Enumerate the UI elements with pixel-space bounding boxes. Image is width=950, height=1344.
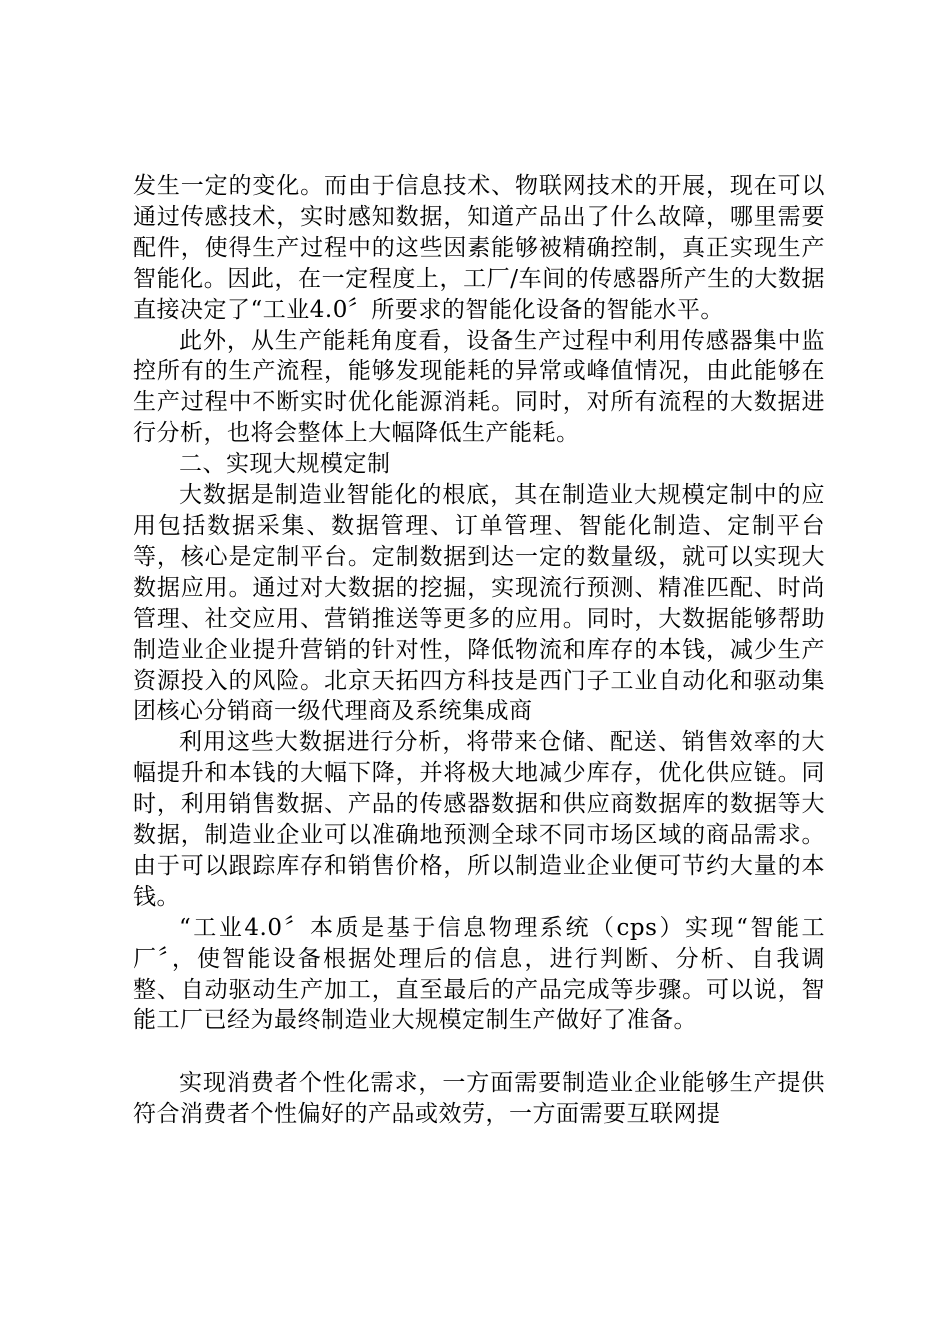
- document-page: [133, 171, 825, 1130]
- paragraph-continuation: 发生一定的变化。而由于信息技术、物联网技术的开展，现在可以通过传感技术，实时感知数据，知道产品出了什么故障，哪里需要配件，使得生产过程中的这些因素能够被精确控制，真正实现生产智能化。因此，在一定程度上，工厂/车间的传感器所产生的大数据直接决定了“工业4.0〞所要求的智能化设备的智能水平。: [133, 173, 825, 323]
- paragraph-personalized-demand: 实现消费者个性化需求，一方面需要制造业企业能够生产提供符合消费者个性偏好的产品或效劳，一方面需要互联网提: [133, 1070, 825, 1128]
- paragraph-industry-4-essence: “工业4.0〞本质是基于信息物理系统（cps）实现“智能工厂〞，使智能设备根据处理后的信息，进行判断、分析、自我调整、自动驱动生产加工，直至最后的产品完成等步骤。可以说，智能工厂已经为最终制造业大规模定制生产做好了准备。: [133, 914, 825, 1034]
- paragraph-supply-chain: 利用这些大数据进行分析，将带来仓储、配送、销售效率的大幅提升和本钱的大幅下降，并将极大地减少库存，优化供应链。同时，利用销售数据、产品的传感器数据和供应商数据库的数据等大数据，制造业企业可以准确地预测全球不同市场区域的商品需求。由于可以跟踪库存和销售价格，所以制造业企业便可节约大量的本钱。: [133, 729, 825, 910]
- paragraph-gap: [133, 1036, 825, 1068]
- section-heading-mass-customization: 二、实现大规模定制: [179, 451, 391, 478]
- paragraph-energy-consumption: 此外，从生产能耗角度看，设备生产过程中利用传感器集中监控所有的生产流程，能够发现能耗的异常或峰值情况，由此能够在生产过程中不断实时优化能源消耗。同时，对所有流程的大数据进行分析，也将会整体上大幅降低生产能耗。: [133, 327, 825, 447]
- paragraph-big-data-foundation: 大数据是制造业智能化的根底，其在制造业大规模定制中的应用包括数据采集、数据管理、订单管理、智能化制造、定制平台等，核心是定制平台。定制数据到达一定的数量级，就可以实现大数据应用。通过对大数据的挖掘，实现流行预测、精准匹配、时尚管理、社交应用、营销推送等更多的应用。同时，大数据能够帮助制造业企业提升营销的针对性，降低物流和库存的本钱，减少生产资源投入的风险。北京天拓四方科技是西门子工业自动化和驱动集团核心分销商一级代理商及系统集成商: [133, 482, 825, 725]
